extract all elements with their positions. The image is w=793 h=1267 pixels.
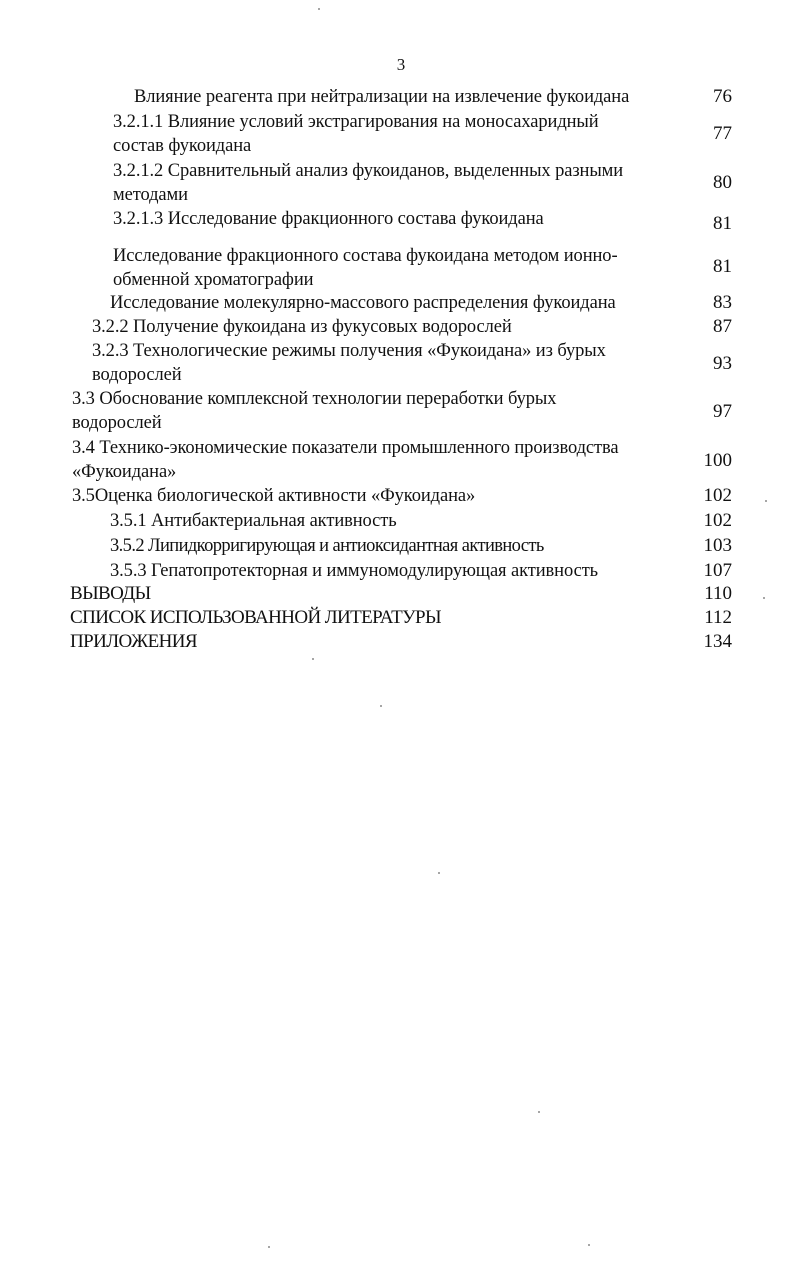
toc-entry-page: 102 xyxy=(703,485,732,506)
toc-entry-title: 3.4 Технико-экономические показатели промышленного производства «Фукоидана» xyxy=(72,438,619,482)
page-number: 3 xyxy=(396,55,406,74)
scan-speck xyxy=(438,872,440,874)
scan-speck xyxy=(588,1244,590,1246)
scan-speck xyxy=(312,658,314,660)
toc-entry-page: 110 xyxy=(704,583,732,604)
toc-entry-page: 103 xyxy=(703,535,732,556)
scan-speck xyxy=(538,1111,540,1113)
toc-entry-title: 3.2.1.2 Сравнительный анализ фукоиданов, выделенных разными методами xyxy=(113,161,624,205)
toc-entry-title: ПРИЛОЖЕНИЯ xyxy=(70,631,197,652)
toc-entry-page: 83 xyxy=(713,292,732,313)
toc-entry-title: 3.5Оценка биологической активности «Фукоидана» xyxy=(72,486,476,506)
toc-entry-title: 3.5.1 Антибактериальная активность xyxy=(110,511,397,531)
toc-entry-title: Исследование молекулярно-массового распределения фукоидана xyxy=(110,293,616,313)
toc-entry-title: 3.2.3 Технологические режимы получения «Фукоидана» из бурых водорослей xyxy=(92,341,606,385)
toc-entry-page: 76 xyxy=(713,86,732,107)
scan-speck xyxy=(268,1246,270,1248)
toc-entry-page: 107 xyxy=(703,560,732,581)
toc-entry-page: 87 xyxy=(713,316,732,337)
scan-speck xyxy=(318,8,320,10)
toc-entry-page: 81 xyxy=(713,213,732,234)
toc-entry-page: 112 xyxy=(704,607,732,628)
toc-entry-page: 134 xyxy=(703,631,732,652)
toc-entry-page: 100 xyxy=(703,450,732,471)
toc-entry-page: 81 xyxy=(713,256,732,277)
scan-speck xyxy=(380,705,382,707)
toc-entry-title: 3.5.3 Гепатопротекторная и иммуномодулирующая активность xyxy=(110,561,599,581)
toc-entry-page: 77 xyxy=(713,123,732,144)
toc-entry-title: ВЫВОДЫ xyxy=(70,583,151,604)
toc-entry-title: 3.2.1.1 Влияние условий экстрагирования на моносахаридный состав фукоидана xyxy=(113,112,599,156)
toc-entry-title: Исследование фракционного состава фукоидана методом ионно-обменной хроматографии xyxy=(113,246,618,290)
toc-entry-title: 3.2.1.3 Исследование фракционного состава фукоидана xyxy=(113,209,544,229)
toc-entry-title: 3.5.2 Липидкорригирующая и антиоксидантная активность xyxy=(110,536,544,556)
scan-speck xyxy=(763,597,765,599)
toc-entry-title: 3.2.2 Получение фукоидана из фукусовых водорослей xyxy=(92,317,512,337)
scan-speck xyxy=(765,500,767,502)
toc-entry-page: 97 xyxy=(713,401,732,422)
toc-entry-title: Влияние реагента при нейтрализации на извлечение фукоидана xyxy=(134,87,630,107)
toc-entry-title: СПИСОК ИСПОЛЬЗОВАННОЙ ЛИТЕРАТУРЫ xyxy=(70,607,441,628)
toc-entry-page: 102 xyxy=(703,510,732,531)
toc-entry-title: 3.3 Обоснование комплексной технологии переработки бурых водорослей xyxy=(72,389,557,433)
toc-entry-page: 80 xyxy=(713,172,732,193)
toc-entry-page: 93 xyxy=(713,353,732,374)
